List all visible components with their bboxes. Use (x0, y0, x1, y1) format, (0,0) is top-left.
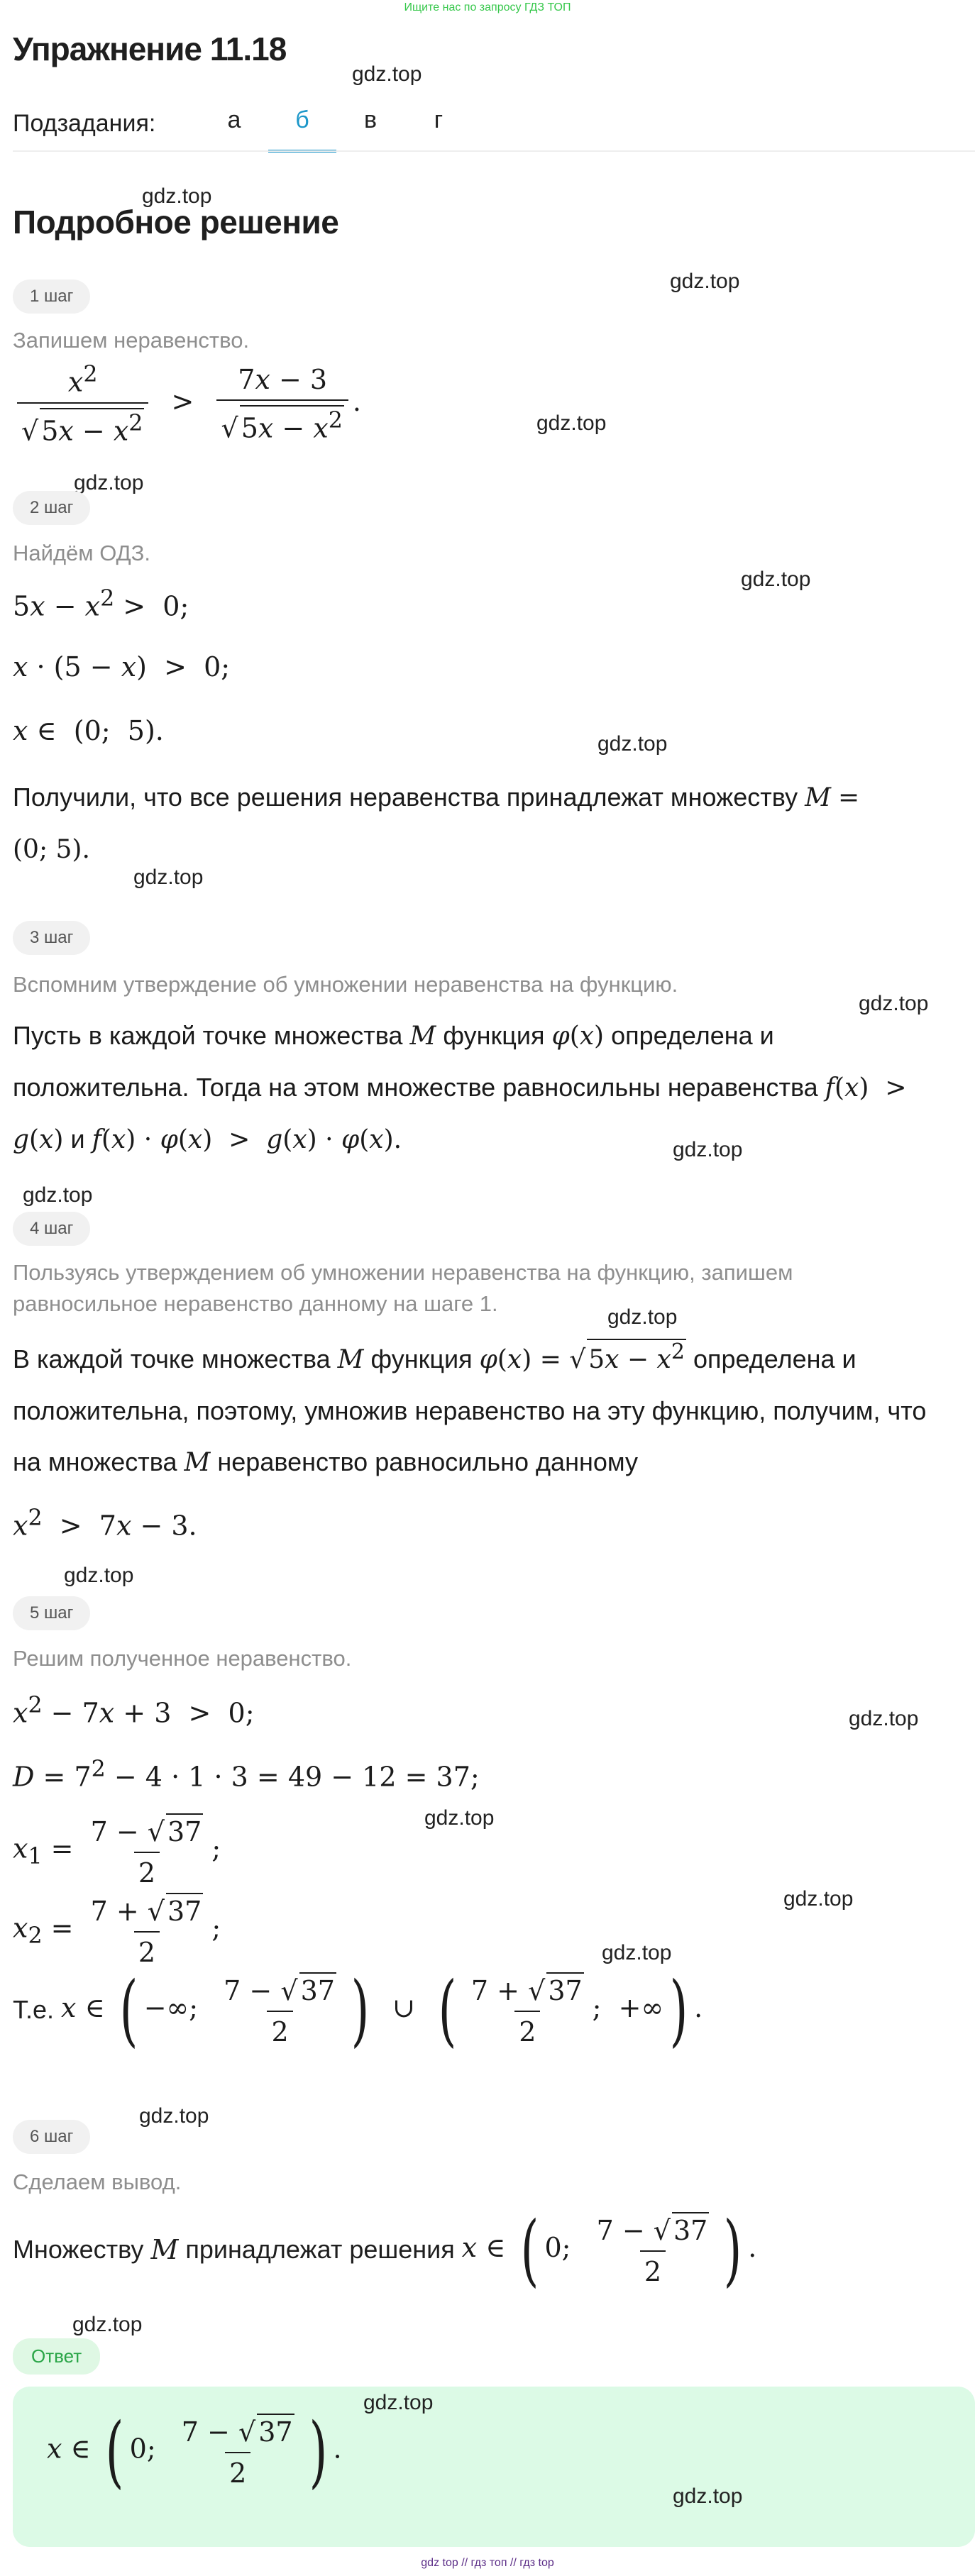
watermark: gdz.top (74, 471, 144, 494)
answer-badge: Ответ (13, 2338, 100, 2375)
watermark: gdz.top (64, 1564, 134, 1587)
step-6-text: Множеству M принадлежат решения x ∈ ( 0; $\frac{7 - √ 37}{2}$ ) . (13, 2204, 757, 2295)
step-5-answer: Т.е. x ∈ ( −∞; $\frac{7 - √ 37}{2}$ ) ∪ ( $\frac{7 + √ 37}{2}$ ; +∞) . (13, 1964, 703, 2055)
step-5-discriminant: $D = 7^2 - 4 \cdot 1 \cdot 3 = 49 - 12 = 37$; (13, 1757, 480, 1793)
step-5-root-1: $x_1$ = $\frac{7 - √ 37}{2}$ ; (13, 1813, 221, 1889)
watermark: gdz.top (607, 1305, 678, 1329)
step-3-text: Пусть в каждой точке множества M функция φ(x) определена и положительна. Тогда на этом множестве равносильны неравенства f(x) > g(x) и f(x) · φ(x) > g(x) · φ(x). (13, 1021, 907, 1154)
solution-heading: Подробное решение (13, 204, 339, 241)
watermark: gdz.top (133, 866, 204, 889)
step-1-inequality: $\frac{x^2}{√ 5x - x^2}$ > $\frac{7x - 3}{√ 5x - x^2}$ . (13, 362, 361, 446)
footer-links[interactable]: gdz top // гдз топ // гдз top (421, 2557, 554, 2569)
watermark: gdz.top (597, 732, 668, 756)
answer-formula: x ∈ ( 0; $\frac{7 - √ 37}{2}$ ) . (47, 2406, 342, 2497)
watermark: gdz.top (741, 568, 811, 591)
step-2-eq-3: x ∈ (0; 5). (13, 715, 164, 746)
step-3-note: Вспомним утверждение об умножении неравенства на функцию. (13, 972, 678, 997)
step-5-eq-1: $x^2 - 7x + 3 > 0$; (13, 1693, 255, 1729)
tab-b[interactable]: б (268, 106, 336, 153)
step-2-badge: 2 шаг (13, 491, 90, 525)
watermark: gdz.top (602, 1941, 672, 1964)
watermark: gdz.top (849, 1707, 919, 1730)
step-1-badge: 1 шаг (13, 280, 90, 314)
page-title: Упражнение 11.18 (13, 31, 287, 67)
step-5-root-2: $x_2$ = $\frac{7 + √ 37}{2}$ ; (13, 1893, 221, 1968)
top-banner[interactable]: Ищите нас по запросу ГДЗ ТОП (404, 1, 571, 13)
watermark: gdz.top (142, 184, 212, 208)
step-4-result: $x^2 > 7x - 3$. (13, 1505, 197, 1542)
subtasks-label: Подзадания: (13, 110, 156, 137)
watermark: gdz.top (23, 1183, 93, 1207)
step-4-text: В каждой точке множества M функция φ(x) = √ $5x - x^2$ определена и положительна, поэтому, умножив неравенство на эту функцию, получим, что на множества M неравенство равносильно данному (13, 1339, 927, 1477)
watermark: gdz.top (670, 270, 740, 293)
step-2-eq-2: x · (5 − x) > 0; (13, 651, 231, 682)
step-1-note: Запишем неравенство. (13, 328, 250, 353)
watermark: gdz.top (424, 1806, 495, 1830)
watermark: gdz.top (352, 62, 422, 86)
watermark: gdz.top (859, 992, 929, 1015)
watermark: gdz.top (673, 1138, 743, 1161)
step-5-badge: 5 шаг (13, 1596, 90, 1630)
watermark: gdz.top (363, 2391, 434, 2414)
watermark: gdz.top (673, 2484, 743, 2508)
step-5-note: Решим полученное неравенство. (13, 1646, 352, 1671)
step-4-note: Пользуясь утверждением об умножении неравенства на функцию, запишем равносильное неравенство данному на шаге 1. (13, 1260, 793, 1316)
tab-g[interactable]: г (434, 106, 444, 133)
step-3-badge: 3 шаг (13, 921, 90, 955)
tabs-divider (13, 150, 975, 152)
step-6-badge: 6 шаг (13, 2120, 90, 2154)
step-2-note: Найдём ОДЗ. (13, 541, 150, 565)
watermark: gdz.top (139, 2104, 209, 2128)
step-4-badge: 4 шаг (13, 1212, 90, 1246)
tab-v[interactable]: в (363, 106, 378, 133)
subtask-tabs (200, 106, 473, 153)
step-2-conclusion: Получили, что все решения неравенства принадлежат множеству M = (0; 5). (13, 783, 860, 864)
step-2-eq-1: $5x - x^2 > 0$; (13, 586, 189, 622)
watermark: gdz.top (783, 1887, 854, 1911)
watermark: gdz.top (72, 2313, 143, 2336)
step-6-note: Сделаем вывод. (13, 2169, 182, 2194)
watermark: gdz.top (536, 411, 607, 435)
tab-a[interactable]: а (227, 106, 241, 133)
